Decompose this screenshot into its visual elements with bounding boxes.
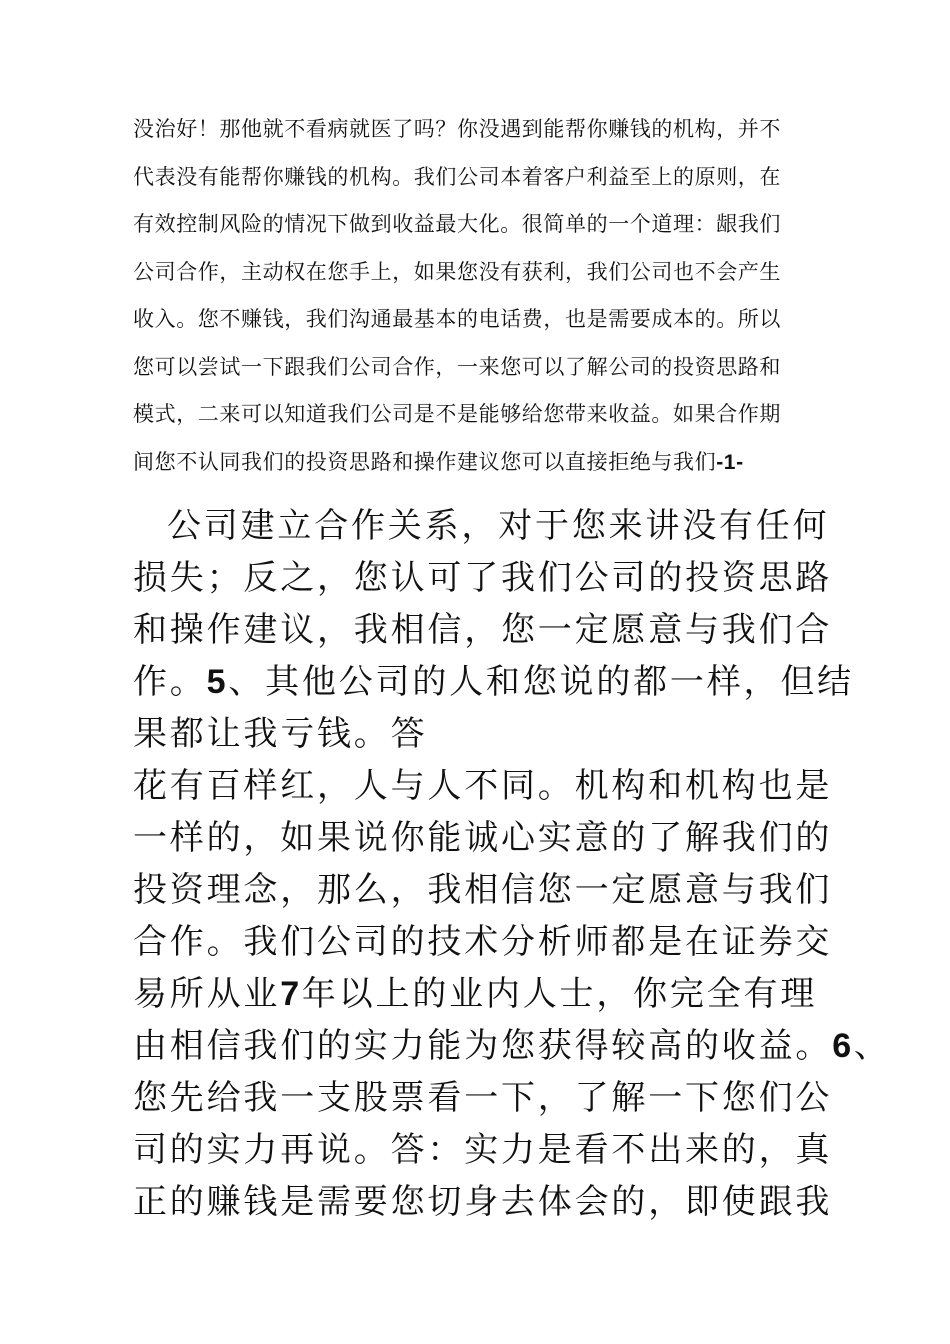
text-line <box>133 968 893 1020</box>
item-number: 5 <box>206 663 229 701</box>
small-text-block <box>133 106 843 486</box>
text-segment: 年以上的业内人士，你完全有理 <box>301 974 818 1014</box>
text-line: 花有百样红，人与人不同。机构和机构也是 <box>133 766 833 806</box>
text-line: 没治好！那他就不看病就医了吗？你没遇到能帮你赚钱的机构，并不 <box>133 117 781 141</box>
large-text-block <box>133 500 893 1228</box>
text-line: 有效控制风险的情况下做到收益最大化。很简单的一个道理：龈我们 <box>133 212 781 236</box>
text-line: 正的赚钱是需要您切身去体会的，即使跟我 <box>133 1182 833 1222</box>
text-segment: 、 <box>853 1026 891 1066</box>
text-line: 公司合作，主动权在您手上，如果您没有获利，我们公司也不会产生 <box>133 259 781 284</box>
text-segment: 、其他公司的人和您说的都一样，但结 <box>228 662 854 702</box>
text-line: 司的实力再说。答：实力是看不出来的，真 <box>133 1130 833 1170</box>
text-line: 公司建立合作关系，对于您来讲没有任何 <box>167 506 830 546</box>
text-line: 代表没有能帮你赚钱的机构。我们公司本着客户利益至上的原则，在 <box>133 164 781 189</box>
text-line: 损失；反之，您认可了我们公司的投资思路 <box>133 558 833 598</box>
number: 7 <box>280 975 302 1013</box>
page-number-marker: -1- <box>716 450 744 474</box>
text-line <box>133 1020 893 1072</box>
text-segment: 易所从业 <box>133 974 281 1014</box>
text-segment: 由相信我们的实力能为您获得较高的收益。 <box>133 1026 833 1066</box>
text-line: 收入。您不赚钱，我们沟通最基本的电话费，也是需要成本的。所以 <box>133 307 781 331</box>
text-line: 投资理念，那么，我相信您一定愿意与我们 <box>133 870 833 910</box>
text-segment: 间您不认同我们的投资思路和操作建议您可以直接拒绝与我们 <box>133 449 717 474</box>
text-line: 和操作建议，我相信，您一定愿意与我们合 <box>133 610 833 650</box>
text-line: 模式，二来可以知道我们公司是不是能够给您带来收益。如果合作期 <box>133 402 781 426</box>
text-line <box>133 656 893 708</box>
text-line: 您可以尝试一下跟我们公司合作，一来您可以了解公司的投资思路和 <box>133 354 781 379</box>
text-line-with-page-marker <box>133 439 843 487</box>
text-line: 合作。我们公司的技术分析师都是在证券交 <box>133 922 833 962</box>
text-line: 果都让我亏钱。答 <box>133 714 428 754</box>
item-number: 6 <box>832 1027 854 1065</box>
text-line: 一样的，如果说你能诚心实意的了解我们的 <box>133 818 833 858</box>
text-segment: 作。 <box>133 662 207 702</box>
text-line: 您先给我一支股票看一下，了解一下您们公 <box>133 1078 833 1118</box>
